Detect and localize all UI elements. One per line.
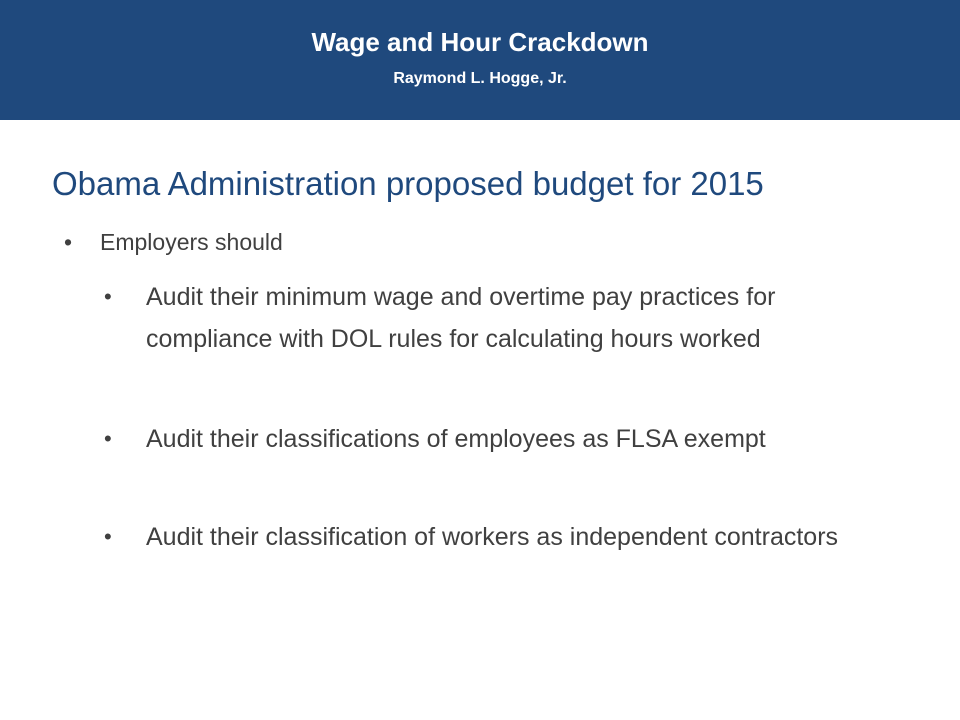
bullet-icon: • bbox=[104, 284, 112, 309]
bullet-icon: • bbox=[104, 426, 112, 451]
header-band bbox=[0, 0, 960, 120]
bullet-text: Audit their classifications of employees as FLSA exempt bbox=[146, 425, 766, 453]
content-heading: Obama Administration proposed budget for 2015 bbox=[52, 165, 764, 202]
bullet-icon: • bbox=[104, 524, 112, 549]
bullet-icon: • bbox=[64, 229, 73, 255]
bullet-text: Employers should bbox=[100, 229, 283, 255]
slide-title: Wage and Hour Crackdown bbox=[311, 27, 649, 57]
bullet-text: Audit their classification of workers as independent contractors bbox=[146, 523, 839, 551]
slide-subtitle: Raymond L. Hogge, Jr. bbox=[393, 70, 567, 87]
bullet-text: Audit their minimum wage and overtime pay practices for compliance with DOL rules for calculating hours worked bbox=[146, 283, 776, 353]
